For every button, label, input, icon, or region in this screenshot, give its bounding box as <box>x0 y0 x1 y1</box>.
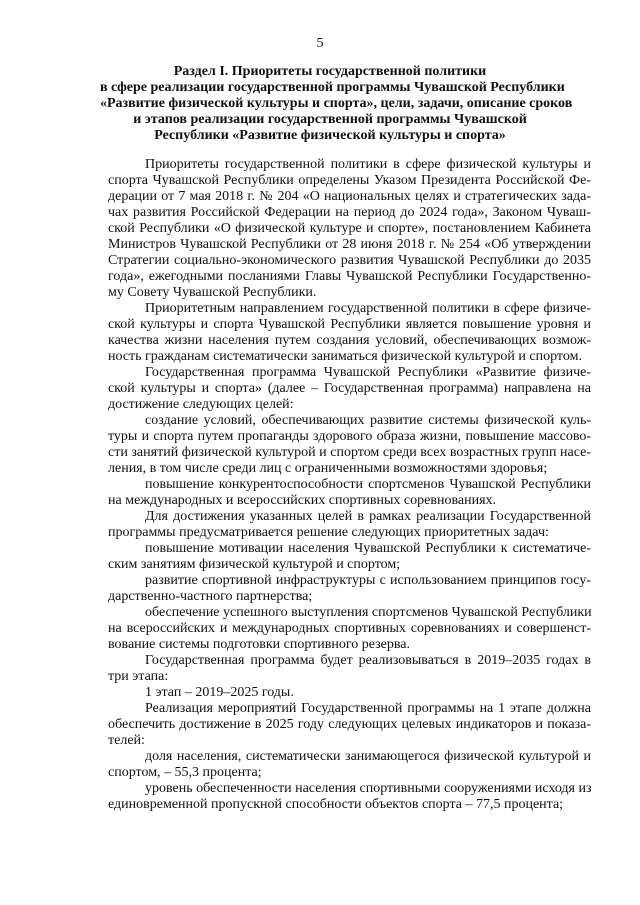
text-line: Стратегии социально-экономического развития Чувашской Республики до 2035 <box>108 253 591 268</box>
text-line: дарственно-частного партнерства; <box>108 589 313 604</box>
text-line: уровень обеспеченности населения спортивными сооружениями исходя из <box>145 781 592 796</box>
text-line: дерации от 7 мая 2018 г. № 204 «О национальных целях и стратегических зада- <box>108 189 591 204</box>
text-line: программы предусматривается решение следующих приоритетных задач: <box>108 525 549 540</box>
heading-line: Республики «Развитие физической культуры и спорта» <box>154 128 506 143</box>
text-line: достижение следующих целей: <box>108 397 294 412</box>
heading-line: в сфере реализации государственной программы Чувашской Республики <box>100 80 565 95</box>
text-line: вование системы подготовки спортивного резерва. <box>108 637 411 652</box>
text-line: единовременной пропускной способности объектов спорта – 77,5 процента; <box>108 797 564 812</box>
text-line: обеспечение успешного выступления спортсменов Чувашской Республики <box>145 605 592 620</box>
text-line: 1 этап – 2019–2025 годы. <box>145 685 294 700</box>
text-line: Реализация мероприятий Государственной программы на 1 этапе должна <box>145 701 591 716</box>
heading-line: «Развитие физической культуры и спорта», цели, задачи, описание сроков <box>100 96 573 111</box>
section-heading <box>100 64 573 144</box>
text-line: на всероссийских и международных спортивных соревнованиях и совершенст- <box>108 621 591 636</box>
text-line: ской Республики «О физической культуре и спорте», постановлением Кабинета <box>108 221 591 236</box>
heading-line: Раздел I. Приоритеты государственной политики <box>173 64 487 79</box>
text-line: обеспечить достижение в 2025 году следующих целевых индикаторов и показа- <box>108 717 591 732</box>
text-line: Для достижения указанных целей в рамках реализации Государственной <box>145 509 591 524</box>
text-line: телей: <box>108 733 145 748</box>
text-line: туры и спорта путем пропаганды здорового образа жизни, повышение массово- <box>108 429 591 444</box>
text-line: три этапа: <box>108 669 169 684</box>
text-line: ской культуры и спорта» (далее – Государственная программа) направлена на <box>108 381 591 396</box>
text-line: ским занятиям физической культурой и спортом; <box>108 557 401 572</box>
text-line: качества жизни населения путем создания условий, обеспечивающих возмож- <box>108 333 591 348</box>
text-line: на международных и всероссийских спортивных соревнованиях. <box>108 493 497 508</box>
page-number: 5 <box>316 36 324 51</box>
text-line: ность гражданам систематически заниматься физической культурой и спортом. <box>108 349 582 364</box>
text-line: Государственная программа Чувашской Республики «Развитие физиче- <box>145 365 591 380</box>
text-line: развитие спортивной инфраструктуры с использованием принципов госу- <box>145 573 591 588</box>
text-line: доля населения, систематически занимающегося физической культурой и <box>145 749 591 764</box>
text-line: чах развития Российской Федерации на период до 2024 года», Законом Чуваш- <box>108 205 591 220</box>
text-line: создание условий, обеспечивающих развитие системы физической куль- <box>145 413 591 428</box>
text-line: спортом, – 55,3 процента; <box>108 765 262 780</box>
text-line: спорта Чувашской Республики определены Указом Президента Российской Фе- <box>108 173 591 188</box>
text-line: ления, в том числе среди лиц с ограниченными возможностями здоровья; <box>108 461 548 476</box>
text-line: повышение мотивации населения Чувашской Республики к систематиче- <box>145 541 591 556</box>
text-line: ской культуры и спорта Чувашской Республики является повышение уровня и <box>108 317 591 332</box>
text-line: Приоритетным направлением государственной политики в сфере физиче- <box>145 301 591 316</box>
text-line: му Совету Чувашской Республики. <box>108 285 317 300</box>
heading-line: и этапов реализации государственной программы Чувашской <box>133 112 527 127</box>
text-line: года», ежегодными посланиями Главы Чувашской Республики Государственно- <box>108 269 591 284</box>
body-text <box>108 157 591 813</box>
text-line: Государственная программа будет реализовываться в 2019–2035 годах в <box>145 653 591 668</box>
text-line: Министров Чувашской Республики от 28 июня 2018 г. № 254 «Об утверждении <box>108 237 591 252</box>
text-line: Приоритеты государственной политики в сфере физической культуры и <box>145 157 591 172</box>
text-line: сти занятий физической культурой и спортом среди всех возрастных групп насе- <box>108 445 591 460</box>
text-line: повышение конкурентоспособности спортсменов Чувашской Республики <box>145 477 591 492</box>
